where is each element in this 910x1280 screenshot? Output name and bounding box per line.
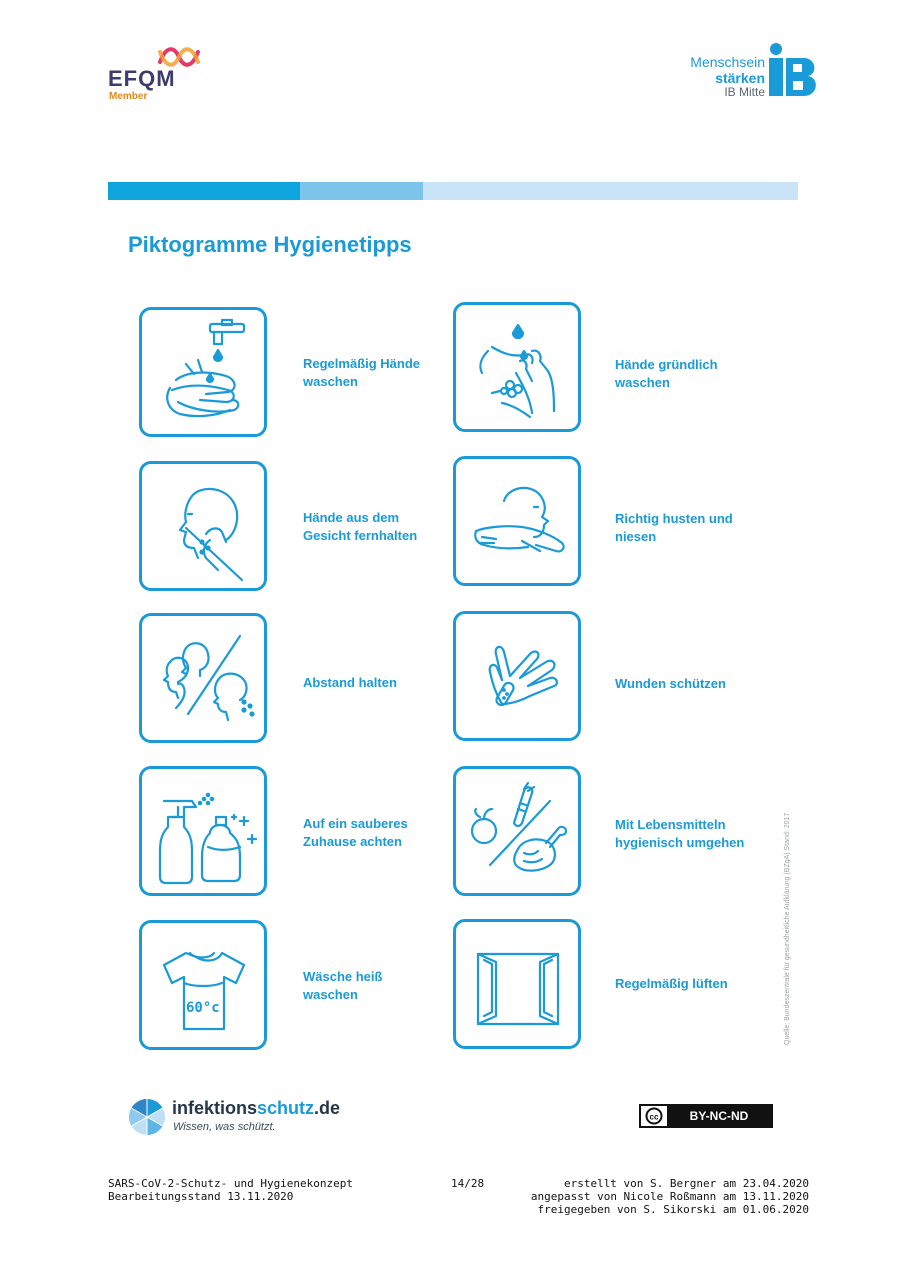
tip-caption-8-line2: hygienisch umgehen	[615, 835, 745, 850]
infektionsschutz-logo	[127, 1095, 347, 1141]
tip-caption-1	[303, 355, 443, 391]
tip-tile-6	[453, 611, 581, 741]
bandage-hand-icon	[462, 620, 572, 732]
efqm-word: EFQM	[108, 66, 176, 91]
distance-icon	[148, 622, 258, 734]
tip-caption-1-line2: waschen	[303, 374, 358, 389]
footer-revision: Bearbeitungsstand 13.11.2020	[108, 1190, 294, 1203]
ib-mark-icon	[766, 42, 820, 100]
source-note: Quelle: Bundeszentrale für gesundheitliche Aufklärung (BZgA) Stand: 2017	[784, 812, 791, 1045]
food-icon	[462, 775, 572, 887]
shirt-temperature-label: 60°c	[186, 1000, 220, 1016]
efqm-member-label: Member	[109, 91, 148, 102]
tip-caption-4	[615, 510, 755, 546]
tip-caption-8	[615, 816, 755, 852]
tip-caption-5	[303, 674, 443, 692]
tip-caption-1-line1: Regelmäßig Hände	[303, 356, 421, 371]
page-title: Piktogramme Hygienetipps	[128, 232, 412, 257]
tip-tile-1	[139, 307, 267, 437]
tip-tile-2	[453, 302, 581, 432]
ib-slogan-line1: Menschsein	[690, 54, 765, 70]
tip-caption-3-line2: Gesicht fernhalten	[303, 528, 418, 543]
brand-part-c: .de	[314, 1098, 341, 1118]
tip-caption-9-line2: waschen	[303, 987, 358, 1002]
header-color-band	[108, 182, 798, 200]
footer-document-title: SARS-CoV-2-Schutz- und Hygienekonzept	[108, 1177, 354, 1190]
tip-tile-4	[453, 456, 581, 586]
ib-slogan-line3: IB Mitte	[724, 85, 765, 99]
ib-slogan-line2: stärken	[715, 70, 765, 86]
tip-caption-10-line1: Regelmäßig lüften	[615, 976, 728, 991]
band-segment-mid	[300, 182, 423, 200]
tip-caption-9-line1: Wäsche heiß	[303, 969, 383, 984]
window-icon	[462, 928, 572, 1040]
tip-caption-7	[303, 815, 443, 851]
footer-approved: freigegeben von S. Sikorski am 01.06.2020	[537, 1203, 809, 1216]
tip-tile-8	[453, 766, 581, 896]
tap-handwash-icon	[148, 316, 258, 428]
tip-caption-3	[303, 509, 443, 545]
efqm-logo	[108, 44, 198, 104]
tip-caption-5-line1: Abstand halten	[303, 675, 397, 690]
tip-tile-3	[139, 461, 267, 591]
tip-caption-2-line2: waschen	[615, 375, 670, 390]
footer-modified: angepasst von Nicole Roßmann am 13.11.2020	[530, 1190, 809, 1203]
infektionsschutz-tagline: Wissen, was schützt.	[173, 1121, 276, 1133]
tip-caption-2-line1: Hände gründlich	[615, 357, 718, 372]
band-segment-dark	[108, 182, 300, 200]
tip-caption-6	[615, 675, 755, 693]
cleaning-spray-icon	[148, 775, 258, 887]
footer-created: erstellt von S. Bergner am 23.04.2020	[563, 1177, 809, 1190]
infektionsschutz-brand	[172, 1098, 340, 1119]
tip-caption-7-line1: Auf ein sauberes	[303, 816, 408, 831]
footer-page-number: 14/28	[451, 1177, 485, 1190]
tip-caption-4-line1: Richtig husten und	[615, 511, 733, 526]
no-face-touch-icon	[148, 470, 258, 582]
brand-part-b: schutz	[257, 1098, 315, 1118]
ib-logo	[680, 42, 820, 102]
brand-part-a: infektions	[172, 1098, 258, 1118]
cough-elbow-icon	[462, 465, 572, 577]
soap-hands-icon	[462, 311, 572, 423]
tip-tile-10	[453, 919, 581, 1049]
tip-tile-5	[139, 613, 267, 743]
shirt-icon	[148, 929, 258, 1041]
tip-caption-6-line1: Wunden schützen	[615, 676, 726, 691]
cc-license-badge	[639, 1104, 773, 1128]
tip-caption-9	[303, 968, 443, 1004]
band-segment-light	[423, 182, 798, 200]
tip-caption-10	[615, 975, 755, 993]
svg-text:cc: cc	[649, 1112, 659, 1122]
tip-tile-7	[139, 766, 267, 896]
tip-caption-4-line2: niesen	[615, 529, 657, 544]
tip-caption-3-line1: Hände aus dem	[303, 510, 400, 525]
tip-caption-2	[615, 356, 755, 392]
tip-caption-7-line2: Zuhause achten	[303, 834, 402, 849]
umbrella-icon	[127, 1097, 167, 1137]
cc-license-label: BY-NC-ND	[667, 1106, 771, 1126]
cc-icon	[643, 1107, 665, 1125]
tip-tile-9	[139, 920, 267, 1050]
tip-caption-8-line1: Mit Lebensmitteln	[615, 817, 726, 832]
